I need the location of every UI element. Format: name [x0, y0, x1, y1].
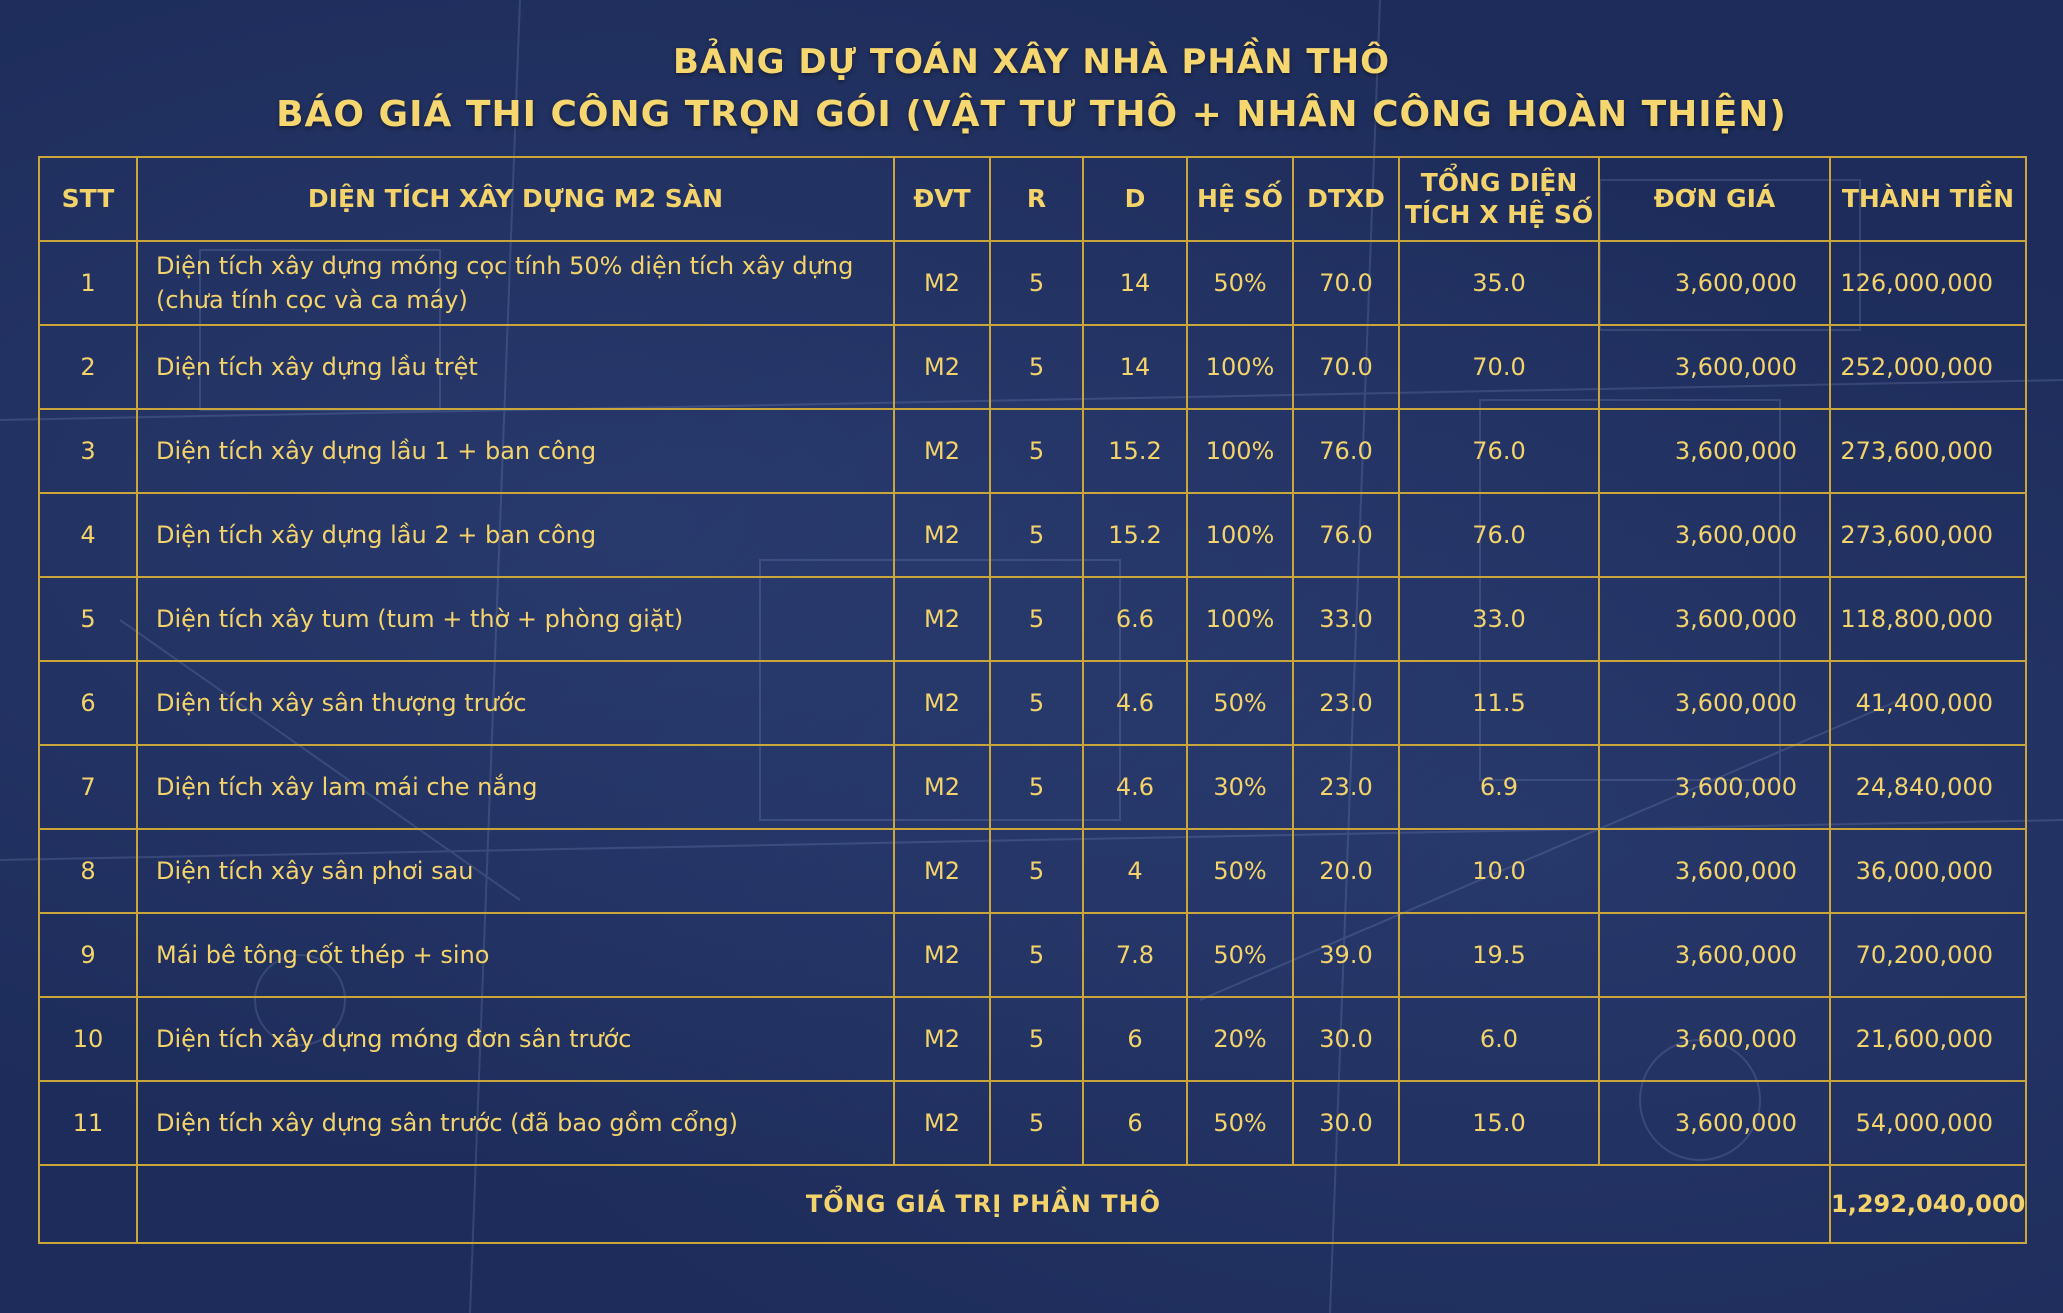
cell-stt: 6: [39, 661, 137, 745]
table-row: [39, 661, 2026, 745]
header-coefficient: HỆ SỐ: [1187, 157, 1293, 241]
header-stt: STT: [39, 157, 137, 241]
cell-amount: 21,600,000: [1830, 997, 2026, 1081]
cell-dtxd: 23.0: [1293, 745, 1399, 829]
cell-d: 14: [1083, 325, 1187, 409]
cell-r: 5: [990, 661, 1083, 745]
header-total-area-line1: TỔNG DIỆN: [1420, 168, 1578, 197]
cell-unit-price: 3,600,000: [1599, 913, 1830, 997]
cell-r: 5: [990, 241, 1083, 325]
cell-coefficient: 100%: [1187, 409, 1293, 493]
table-row: [39, 913, 2026, 997]
description-line-1: Diện tích xây dựng lầu 1 + ban công: [156, 437, 597, 465]
cell-stt: 9: [39, 913, 137, 997]
cell-total-area: 35.0: [1399, 241, 1599, 325]
description-line-1: Diện tích xây dựng sân trước (đã bao gồm cổng): [156, 1109, 738, 1137]
cell-unit: M2: [894, 577, 990, 661]
cell-description: [137, 913, 894, 997]
table-row: [39, 997, 2026, 1081]
cell-description: [137, 1081, 894, 1165]
table-row: [39, 241, 2026, 325]
cell-coefficient: 100%: [1187, 325, 1293, 409]
cell-stt: 8: [39, 829, 137, 913]
cell-unit: M2: [894, 409, 990, 493]
table-row: [39, 325, 2026, 409]
description-line-1: Diện tích xây sân thượng trước: [156, 689, 527, 717]
cell-r: 5: [990, 409, 1083, 493]
cell-coefficient: 50%: [1187, 1081, 1293, 1165]
cell-unit-price: 3,600,000: [1599, 409, 1830, 493]
cell-stt: 2: [39, 325, 137, 409]
cell-amount: 273,600,000: [1830, 409, 2026, 493]
cell-d: 6.6: [1083, 577, 1187, 661]
table-row: [39, 1081, 2026, 1165]
cell-stt: 7: [39, 745, 137, 829]
cell-total-area: 76.0: [1399, 493, 1599, 577]
cell-r: 5: [990, 325, 1083, 409]
cell-d: 4: [1083, 829, 1187, 913]
description-line-1: Mái bê tông cốt thép + sino: [156, 941, 490, 969]
cell-r: 5: [990, 577, 1083, 661]
cell-d: 7.8: [1083, 913, 1187, 997]
cell-unit-price: 3,600,000: [1599, 661, 1830, 745]
cell-dtxd: 70.0: [1293, 325, 1399, 409]
cell-d: 14: [1083, 241, 1187, 325]
cell-dtxd: 23.0: [1293, 661, 1399, 745]
cell-dtxd: 70.0: [1293, 241, 1399, 325]
cell-unit: M2: [894, 493, 990, 577]
cell-r: 5: [990, 829, 1083, 913]
cell-description: [137, 997, 894, 1081]
cell-unit-price: 3,600,000: [1599, 829, 1830, 913]
cell-r: 5: [990, 493, 1083, 577]
cell-unit-price: 3,600,000: [1599, 577, 1830, 661]
cell-stt: 10: [39, 997, 137, 1081]
cell-total-area: 76.0: [1399, 409, 1599, 493]
table-row: [39, 745, 2026, 829]
cell-description: [137, 745, 894, 829]
cell-description: [137, 493, 894, 577]
description-line-1: Diện tích xây dựng lầu 2 + ban công: [156, 521, 597, 549]
cell-dtxd: 30.0: [1293, 1081, 1399, 1165]
cell-amount: 126,000,000: [1830, 241, 2026, 325]
header-description: DIỆN TÍCH XÂY DỰNG M2 SÀN: [137, 157, 894, 241]
total-empty-cell: [39, 1165, 137, 1243]
estimate-table: [38, 156, 2027, 1244]
cell-total-area: 19.5: [1399, 913, 1599, 997]
total-row: [39, 1165, 2026, 1243]
cell-total-area: 70.0: [1399, 325, 1599, 409]
cell-total-area: 10.0: [1399, 829, 1599, 913]
cell-amount: 41,400,000: [1830, 661, 2026, 745]
cell-total-area: 6.0: [1399, 997, 1599, 1081]
description-line-1: Diện tích xây lam mái che nắng: [156, 773, 538, 801]
cell-unit: M2: [894, 997, 990, 1081]
cell-r: 5: [990, 1081, 1083, 1165]
description-line-1: Diện tích xây dựng lầu trệt: [156, 353, 478, 381]
total-label: TỔNG GIÁ TRỊ PHẦN THÔ: [137, 1165, 1830, 1243]
cell-description: [137, 577, 894, 661]
cell-d: 4.6: [1083, 745, 1187, 829]
cell-r: 5: [990, 913, 1083, 997]
cell-dtxd: 76.0: [1293, 409, 1399, 493]
header-r: R: [990, 157, 1083, 241]
cell-total-area: 15.0: [1399, 1081, 1599, 1165]
header-amount: THÀNH TIỀN: [1830, 157, 2026, 241]
cell-description: [137, 325, 894, 409]
header-d: D: [1083, 157, 1187, 241]
table-row: [39, 577, 2026, 661]
cell-amount: 70,200,000: [1830, 913, 2026, 997]
cell-stt: 1: [39, 241, 137, 325]
cell-description: [137, 829, 894, 913]
cell-unit: M2: [894, 325, 990, 409]
header-dtxd: DTXD: [1293, 157, 1399, 241]
cell-d: 6: [1083, 997, 1187, 1081]
header-unit-price: ĐƠN GIÁ: [1599, 157, 1830, 241]
description-line-1: Diện tích xây dựng móng đơn sân trước: [156, 1025, 632, 1053]
cell-unit-price: 3,600,000: [1599, 997, 1830, 1081]
header-total-area-line2: TÍCH X HỆ SỐ: [1404, 200, 1594, 229]
cell-stt: 11: [39, 1081, 137, 1165]
description-line-2: (chưa tính cọc và ca máy): [156, 286, 468, 314]
cell-coefficient: 20%: [1187, 997, 1293, 1081]
cell-d: 4.6: [1083, 661, 1187, 745]
cell-r: 5: [990, 745, 1083, 829]
cell-total-area: 11.5: [1399, 661, 1599, 745]
cell-d: 6: [1083, 1081, 1187, 1165]
table-row: [39, 493, 2026, 577]
description-line-1: Diện tích xây dựng móng cọc tính 50% diện tích xây dựng: [156, 252, 854, 280]
cell-unit-price: 3,600,000: [1599, 325, 1830, 409]
cell-description: [137, 241, 894, 325]
cell-stt: 4: [39, 493, 137, 577]
cell-r: 5: [990, 997, 1083, 1081]
cell-stt: 3: [39, 409, 137, 493]
cell-coefficient: 50%: [1187, 661, 1293, 745]
cell-amount: 36,000,000: [1830, 829, 2026, 913]
title-line-1: BẢNG DỰ TOÁN XÂY NHÀ PHẦN THÔ: [672, 42, 1390, 82]
cell-d: 15.2: [1083, 493, 1187, 577]
cell-amount: 54,000,000: [1830, 1081, 2026, 1165]
cell-unit: M2: [894, 661, 990, 745]
cell-unit: M2: [894, 913, 990, 997]
header-total-area: [1399, 157, 1599, 241]
cell-d: 15.2: [1083, 409, 1187, 493]
cell-dtxd: 33.0: [1293, 577, 1399, 661]
cell-coefficient: 50%: [1187, 829, 1293, 913]
cell-coefficient: 100%: [1187, 577, 1293, 661]
cell-unit-price: 3,600,000: [1599, 241, 1830, 325]
cell-dtxd: 39.0: [1293, 913, 1399, 997]
cell-amount: 273,600,000: [1830, 493, 2026, 577]
cell-unit: M2: [894, 241, 990, 325]
cell-total-area: 33.0: [1399, 577, 1599, 661]
header-unit: ĐVT: [894, 157, 990, 241]
cell-total-area: 6.9: [1399, 745, 1599, 829]
table-row: [39, 829, 2026, 913]
cell-dtxd: 30.0: [1293, 997, 1399, 1081]
cell-description: [137, 409, 894, 493]
cell-coefficient: 100%: [1187, 493, 1293, 577]
cell-unit-price: 3,600,000: [1599, 1081, 1830, 1165]
cell-coefficient: 30%: [1187, 745, 1293, 829]
cell-unit-price: 3,600,000: [1599, 493, 1830, 577]
table-row: [39, 409, 2026, 493]
cell-amount: 24,840,000: [1830, 745, 2026, 829]
cell-dtxd: 76.0: [1293, 493, 1399, 577]
description-line-1: Diện tích xây sân phơi sau: [156, 857, 474, 885]
header-row: [39, 157, 2026, 241]
cell-stt: 5: [39, 577, 137, 661]
cell-unit: M2: [894, 1081, 990, 1165]
cell-unit: M2: [894, 829, 990, 913]
cell-unit-price: 3,600,000: [1599, 745, 1830, 829]
cell-description: [137, 661, 894, 745]
cell-amount: 118,800,000: [1830, 577, 2026, 661]
cell-dtxd: 20.0: [1293, 829, 1399, 913]
title-line-2: BÁO GIÁ THI CÔNG TRỌN GÓI (VẬT TƯ THÔ + NHÂN CÔNG HOÀN THIỆN): [276, 94, 1787, 135]
table-body: [39, 241, 2026, 1165]
cell-amount: 252,000,000: [1830, 325, 2026, 409]
cell-coefficient: 50%: [1187, 241, 1293, 325]
description-line-1: Diện tích xây tum (tum + thờ + phòng giặt): [156, 605, 684, 633]
cell-unit: M2: [894, 745, 990, 829]
total-value: 1,292,040,000: [1830, 1165, 2026, 1243]
cell-coefficient: 50%: [1187, 913, 1293, 997]
